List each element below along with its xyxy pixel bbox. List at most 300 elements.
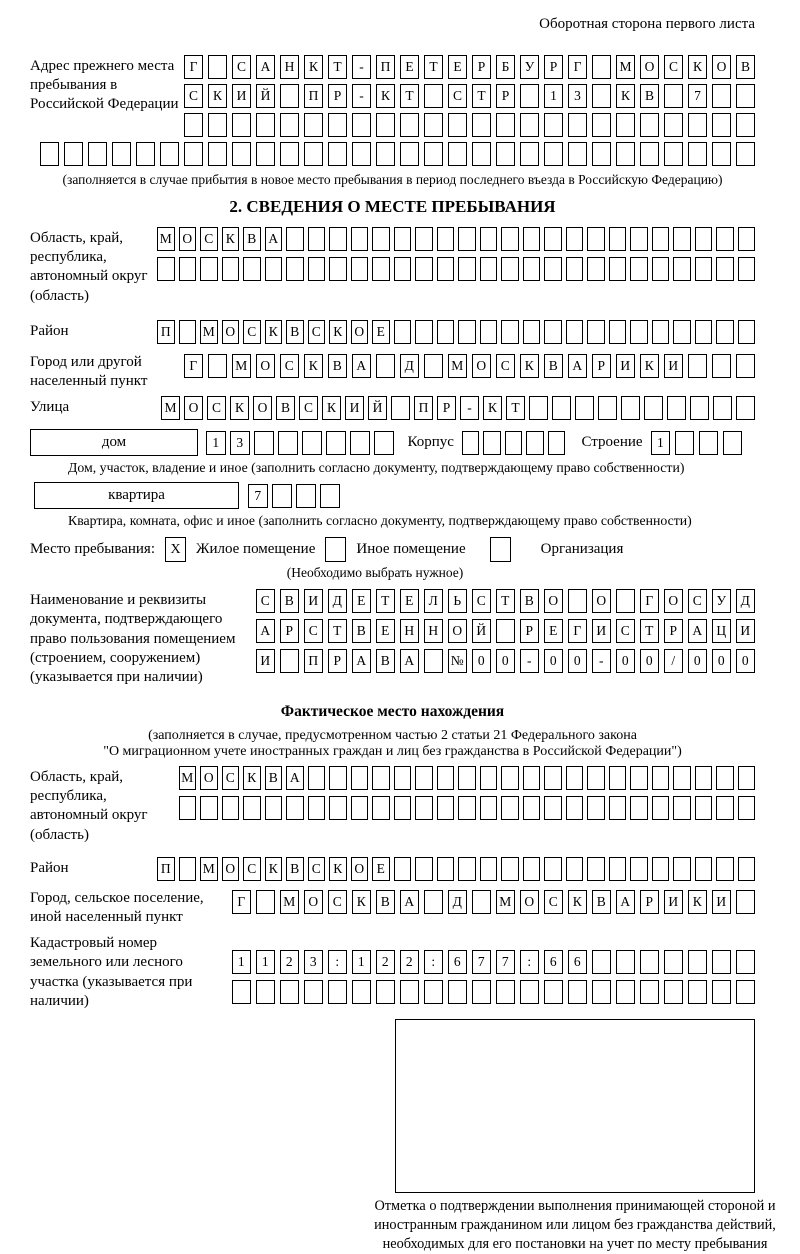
cadastre-row-2[interactable] xyxy=(232,980,756,1004)
char-cell[interactable] xyxy=(179,796,197,820)
char-cell[interactable] xyxy=(400,142,419,166)
apartment-type-box[interactable]: квартира xyxy=(34,482,239,509)
char-cell[interactable] xyxy=(308,796,326,820)
char-cell[interactable] xyxy=(621,396,640,420)
char-cell[interactable] xyxy=(302,431,322,455)
char-cell[interactable]: 1 xyxy=(256,950,276,974)
char-cell[interactable] xyxy=(280,649,300,673)
char-cell[interactable] xyxy=(566,257,584,281)
char-cell[interactable]: С xyxy=(544,890,564,914)
char-cell[interactable]: Ц xyxy=(712,619,732,643)
char-cell[interactable]: : xyxy=(328,950,348,974)
char-cell[interactable]: Н xyxy=(280,55,299,79)
char-cell[interactable]: С xyxy=(243,857,261,881)
char-cell[interactable]: А xyxy=(400,890,420,914)
char-cell[interactable]: 2 xyxy=(376,950,396,974)
char-cell[interactable] xyxy=(592,980,612,1004)
char-cell[interactable]: С xyxy=(200,227,218,251)
char-cell[interactable] xyxy=(664,84,683,108)
char-cell[interactable] xyxy=(415,766,433,790)
char-cell[interactable]: О xyxy=(222,320,240,344)
char-cell[interactable] xyxy=(673,320,691,344)
char-cell[interactable] xyxy=(544,796,562,820)
char-cell[interactable] xyxy=(496,980,516,1004)
char-cell[interactable] xyxy=(688,950,708,974)
char-cell[interactable]: П xyxy=(157,857,175,881)
char-cell[interactable] xyxy=(526,431,544,455)
char-cell[interactable] xyxy=(280,142,299,166)
char-cell[interactable]: С xyxy=(184,84,203,108)
char-cell[interactable] xyxy=(351,796,369,820)
char-cell[interactable] xyxy=(609,227,627,251)
char-cell[interactable]: Й xyxy=(256,84,275,108)
char-cell[interactable] xyxy=(254,431,274,455)
char-cell[interactable] xyxy=(640,950,660,974)
char-cell[interactable] xyxy=(400,113,419,137)
char-cell[interactable]: С xyxy=(472,589,492,613)
char-cell[interactable] xyxy=(280,113,299,137)
char-cell[interactable] xyxy=(308,257,326,281)
char-cell[interactable]: Б xyxy=(496,55,515,79)
char-cell[interactable]: Т xyxy=(328,55,347,79)
other-premises-checkbox[interactable] xyxy=(325,537,346,562)
char-cell[interactable]: М xyxy=(161,396,180,420)
char-cell[interactable] xyxy=(652,257,670,281)
char-cell[interactable]: А xyxy=(568,354,588,378)
char-cell[interactable]: В xyxy=(592,890,612,914)
apartment-number-cells[interactable] xyxy=(248,484,340,508)
char-cell[interactable] xyxy=(616,980,636,1004)
char-cell[interactable] xyxy=(673,796,691,820)
char-cell[interactable]: И xyxy=(345,396,364,420)
char-cell[interactable] xyxy=(630,257,648,281)
char-cell[interactable] xyxy=(329,766,347,790)
char-cell[interactable]: П xyxy=(304,84,323,108)
char-cell[interactable]: М xyxy=(496,890,516,914)
char-cell[interactable]: А xyxy=(400,649,420,673)
char-cell[interactable] xyxy=(280,84,299,108)
char-cell[interactable] xyxy=(391,396,410,420)
char-cell[interactable]: К xyxy=(640,354,660,378)
char-cell[interactable] xyxy=(566,796,584,820)
char-cell[interactable] xyxy=(265,257,283,281)
char-cell[interactable] xyxy=(286,227,304,251)
char-cell[interactable] xyxy=(712,950,732,974)
char-cell[interactable]: К xyxy=(376,84,395,108)
char-cell[interactable]: В xyxy=(243,227,261,251)
char-cell[interactable]: - xyxy=(352,55,371,79)
char-cell[interactable]: Р xyxy=(664,619,684,643)
char-cell[interactable]: В xyxy=(736,55,755,79)
char-cell[interactable] xyxy=(372,766,390,790)
char-cell[interactable] xyxy=(630,796,648,820)
char-cell[interactable] xyxy=(520,142,539,166)
char-cell[interactable]: С xyxy=(207,396,226,420)
char-cell[interactable]: Е xyxy=(544,619,564,643)
char-cell[interactable] xyxy=(374,431,394,455)
char-cell[interactable] xyxy=(598,396,617,420)
char-cell[interactable] xyxy=(548,431,566,455)
char-cell[interactable]: В xyxy=(280,589,300,613)
char-cell[interactable] xyxy=(652,320,670,344)
char-cell[interactable]: О xyxy=(448,619,468,643)
char-cell[interactable]: Й xyxy=(472,619,492,643)
char-cell[interactable] xyxy=(675,431,695,455)
char-cell[interactable] xyxy=(523,227,541,251)
char-cell[interactable]: 7 xyxy=(688,84,707,108)
prev-address-row-1[interactable] xyxy=(184,55,755,79)
char-cell[interactable]: О xyxy=(222,857,240,881)
char-cell[interactable]: С xyxy=(328,890,348,914)
char-cell[interactable] xyxy=(424,84,443,108)
char-cell[interactable] xyxy=(304,142,323,166)
actual-region-row-1[interactable] xyxy=(179,766,756,790)
char-cell[interactable]: К xyxy=(483,396,502,420)
prev-address-row-3[interactable] xyxy=(184,113,755,137)
char-cell[interactable]: К xyxy=(568,890,588,914)
char-cell[interactable] xyxy=(437,227,455,251)
char-cell[interactable] xyxy=(673,766,691,790)
char-cell[interactable] xyxy=(736,113,755,137)
char-cell[interactable]: В xyxy=(265,766,283,790)
char-cell[interactable]: И xyxy=(304,589,324,613)
region-row-2[interactable] xyxy=(157,257,755,281)
char-cell[interactable]: Е xyxy=(352,589,372,613)
char-cell[interactable]: 6 xyxy=(544,950,564,974)
char-cell[interactable]: К xyxy=(243,766,261,790)
char-cell[interactable]: № xyxy=(448,649,468,673)
char-cell[interactable]: 2 xyxy=(400,950,420,974)
char-cell[interactable] xyxy=(352,113,371,137)
char-cell[interactable] xyxy=(592,113,611,137)
char-cell[interactable]: В xyxy=(286,857,304,881)
char-cell[interactable]: С xyxy=(308,320,326,344)
char-cell[interactable]: М xyxy=(200,320,218,344)
char-cell[interactable]: О xyxy=(184,396,203,420)
char-cell[interactable] xyxy=(415,227,433,251)
char-cell[interactable] xyxy=(552,396,571,420)
char-cell[interactable]: Р xyxy=(520,619,540,643)
char-cell[interactable] xyxy=(587,320,605,344)
char-cell[interactable] xyxy=(286,257,304,281)
char-cell[interactable] xyxy=(688,142,707,166)
char-cell[interactable] xyxy=(712,113,731,137)
char-cell[interactable] xyxy=(265,796,283,820)
char-cell[interactable] xyxy=(424,890,444,914)
char-cell[interactable]: Д xyxy=(328,589,348,613)
char-cell[interactable]: К xyxy=(329,320,347,344)
char-cell[interactable] xyxy=(136,142,155,166)
char-cell[interactable] xyxy=(544,980,564,1004)
char-cell[interactable] xyxy=(458,320,476,344)
char-cell[interactable] xyxy=(592,142,611,166)
city-row[interactable] xyxy=(184,354,756,378)
char-cell[interactable] xyxy=(673,857,691,881)
char-cell[interactable]: С xyxy=(496,354,516,378)
char-cell[interactable]: В xyxy=(352,619,372,643)
char-cell[interactable] xyxy=(568,142,587,166)
char-cell[interactable] xyxy=(644,396,663,420)
char-cell[interactable]: Е xyxy=(448,55,467,79)
char-cell[interactable] xyxy=(278,431,298,455)
char-cell[interactable] xyxy=(738,796,756,820)
char-cell[interactable]: Р xyxy=(592,354,612,378)
char-cell[interactable] xyxy=(609,796,627,820)
char-cell[interactable]: 3 xyxy=(568,84,587,108)
char-cell[interactable] xyxy=(523,257,541,281)
char-cell[interactable]: О xyxy=(664,589,684,613)
char-cell[interactable] xyxy=(448,980,468,1004)
street-row[interactable] xyxy=(161,396,755,420)
char-cell[interactable] xyxy=(652,227,670,251)
char-cell[interactable] xyxy=(673,257,691,281)
char-cell[interactable] xyxy=(738,227,756,251)
char-cell[interactable] xyxy=(200,796,218,820)
char-cell[interactable] xyxy=(328,113,347,137)
char-cell[interactable] xyxy=(566,320,584,344)
char-cell[interactable] xyxy=(458,796,476,820)
char-cell[interactable]: Е xyxy=(372,857,390,881)
char-cell[interactable] xyxy=(448,113,467,137)
char-cell[interactable] xyxy=(415,857,433,881)
char-cell[interactable]: Е xyxy=(400,55,419,79)
char-cell[interactable]: 0 xyxy=(688,649,708,673)
char-cell[interactable]: - xyxy=(592,649,612,673)
char-cell[interactable]: 1 xyxy=(206,431,226,455)
char-cell[interactable] xyxy=(630,227,648,251)
char-cell[interactable]: Д xyxy=(736,589,756,613)
char-cell[interactable]: К xyxy=(265,320,283,344)
char-cell[interactable] xyxy=(501,766,519,790)
char-cell[interactable] xyxy=(630,857,648,881)
char-cell[interactable]: Й xyxy=(368,396,387,420)
char-cell[interactable] xyxy=(501,227,519,251)
char-cell[interactable] xyxy=(566,766,584,790)
char-cell[interactable]: С xyxy=(448,84,467,108)
char-cell[interactable]: В xyxy=(640,84,659,108)
char-cell[interactable] xyxy=(736,950,756,974)
char-cell[interactable] xyxy=(256,890,276,914)
char-cell[interactable] xyxy=(523,796,541,820)
char-cell[interactable] xyxy=(286,796,304,820)
char-cell[interactable]: : xyxy=(520,950,540,974)
char-cell[interactable]: А xyxy=(256,619,276,643)
char-cell[interactable] xyxy=(328,142,347,166)
char-cell[interactable] xyxy=(480,766,498,790)
char-cell[interactable] xyxy=(480,796,498,820)
char-cell[interactable]: Р xyxy=(544,55,563,79)
char-cell[interactable] xyxy=(496,619,516,643)
char-cell[interactable]: В xyxy=(520,589,540,613)
char-cell[interactable] xyxy=(480,257,498,281)
char-cell[interactable] xyxy=(394,257,412,281)
char-cell[interactable] xyxy=(232,142,251,166)
char-cell[interactable]: Т xyxy=(400,84,419,108)
char-cell[interactable]: К xyxy=(265,857,283,881)
char-cell[interactable]: 0 xyxy=(712,649,732,673)
char-cell[interactable]: О xyxy=(472,354,492,378)
char-cell[interactable] xyxy=(329,796,347,820)
char-cell[interactable]: И xyxy=(712,890,732,914)
char-cell[interactable] xyxy=(716,796,734,820)
char-cell[interactable] xyxy=(616,589,636,613)
char-cell[interactable]: П xyxy=(157,320,175,344)
char-cell[interactable]: П xyxy=(304,649,324,673)
char-cell[interactable] xyxy=(716,857,734,881)
char-cell[interactable]: К xyxy=(208,84,227,108)
char-cell[interactable]: Г xyxy=(640,589,660,613)
char-cell[interactable] xyxy=(544,227,562,251)
char-cell[interactable]: : xyxy=(424,950,444,974)
char-cell[interactable]: К xyxy=(688,55,707,79)
char-cell[interactable] xyxy=(587,766,605,790)
char-cell[interactable]: О xyxy=(592,589,612,613)
document-row-2[interactable] xyxy=(256,619,756,643)
char-cell[interactable] xyxy=(738,857,756,881)
char-cell[interactable]: У xyxy=(712,589,732,613)
char-cell[interactable]: С xyxy=(308,857,326,881)
char-cell[interactable] xyxy=(673,227,691,251)
char-cell[interactable]: В xyxy=(276,396,295,420)
char-cell[interactable] xyxy=(376,142,395,166)
char-cell[interactable] xyxy=(713,396,732,420)
char-cell[interactable] xyxy=(738,320,756,344)
char-cell[interactable] xyxy=(256,113,275,137)
char-cell[interactable] xyxy=(112,142,131,166)
char-cell[interactable] xyxy=(280,980,300,1004)
actual-region-row-2[interactable] xyxy=(179,796,756,820)
char-cell[interactable] xyxy=(529,396,548,420)
char-cell[interactable] xyxy=(415,257,433,281)
char-cell[interactable] xyxy=(712,354,732,378)
char-cell[interactable] xyxy=(200,257,218,281)
region-row-1[interactable] xyxy=(157,227,755,251)
char-cell[interactable]: Т xyxy=(506,396,525,420)
char-cell[interactable] xyxy=(480,320,498,344)
char-cell[interactable] xyxy=(738,257,756,281)
char-cell[interactable] xyxy=(472,142,491,166)
char-cell[interactable]: Р xyxy=(328,84,347,108)
char-cell[interactable] xyxy=(179,320,197,344)
char-cell[interactable]: В xyxy=(286,320,304,344)
char-cell[interactable] xyxy=(690,396,709,420)
char-cell[interactable] xyxy=(496,113,515,137)
char-cell[interactable]: Т xyxy=(424,55,443,79)
char-cell[interactable] xyxy=(544,142,563,166)
char-cell[interactable]: 1 xyxy=(232,950,252,974)
char-cell[interactable] xyxy=(505,431,523,455)
char-cell[interactable] xyxy=(695,227,713,251)
char-cell[interactable]: 1 xyxy=(544,84,563,108)
char-cell[interactable]: 0 xyxy=(496,649,516,673)
char-cell[interactable] xyxy=(630,766,648,790)
char-cell[interactable] xyxy=(695,857,713,881)
char-cell[interactable]: С xyxy=(299,396,318,420)
char-cell[interactable]: К xyxy=(616,84,635,108)
char-cell[interactable] xyxy=(320,484,340,508)
char-cell[interactable]: С xyxy=(280,354,300,378)
char-cell[interactable] xyxy=(699,431,719,455)
char-cell[interactable] xyxy=(372,257,390,281)
char-cell[interactable]: С xyxy=(688,589,708,613)
char-cell[interactable] xyxy=(640,980,660,1004)
char-cell[interactable] xyxy=(695,796,713,820)
char-cell[interactable]: Р xyxy=(496,84,515,108)
char-cell[interactable] xyxy=(437,796,455,820)
char-cell[interactable] xyxy=(437,257,455,281)
char-cell[interactable] xyxy=(296,484,316,508)
char-cell[interactable]: Т xyxy=(472,84,491,108)
char-cell[interactable] xyxy=(458,857,476,881)
char-cell[interactable] xyxy=(415,320,433,344)
char-cell[interactable]: Н xyxy=(424,619,444,643)
char-cell[interactable] xyxy=(462,431,480,455)
char-cell[interactable]: 7 xyxy=(472,950,492,974)
stroenie-cells[interactable] xyxy=(651,431,743,455)
char-cell[interactable] xyxy=(688,113,707,137)
char-cell[interactable]: 0 xyxy=(736,649,756,673)
char-cell[interactable] xyxy=(352,980,372,1004)
char-cell[interactable]: М xyxy=(232,354,252,378)
char-cell[interactable] xyxy=(372,796,390,820)
char-cell[interactable]: Ь xyxy=(448,589,468,613)
char-cell[interactable]: М xyxy=(157,227,175,251)
char-cell[interactable] xyxy=(243,257,261,281)
char-cell[interactable] xyxy=(376,980,396,1004)
char-cell[interactable] xyxy=(736,84,755,108)
char-cell[interactable]: Г xyxy=(184,354,204,378)
char-cell[interactable]: 3 xyxy=(304,950,324,974)
char-cell[interactable] xyxy=(736,980,756,1004)
char-cell[interactable]: С xyxy=(243,320,261,344)
actual-district-row[interactable] xyxy=(157,857,755,881)
char-cell[interactable] xyxy=(458,766,476,790)
char-cell[interactable] xyxy=(501,857,519,881)
char-cell[interactable]: А xyxy=(286,766,304,790)
char-cell[interactable]: 7 xyxy=(496,950,516,974)
char-cell[interactable]: 6 xyxy=(568,950,588,974)
char-cell[interactable] xyxy=(712,84,731,108)
char-cell[interactable]: К xyxy=(304,354,324,378)
char-cell[interactable]: К xyxy=(520,354,540,378)
char-cell[interactable]: Е xyxy=(400,589,420,613)
char-cell[interactable] xyxy=(394,796,412,820)
char-cell[interactable]: А xyxy=(352,354,372,378)
char-cell[interactable] xyxy=(480,857,498,881)
char-cell[interactable]: К xyxy=(230,396,249,420)
char-cell[interactable]: Р xyxy=(640,890,660,914)
char-cell[interactable]: С xyxy=(222,766,240,790)
char-cell[interactable]: А xyxy=(265,227,283,251)
char-cell[interactable]: - xyxy=(520,649,540,673)
char-cell[interactable] xyxy=(592,950,612,974)
char-cell[interactable] xyxy=(716,766,734,790)
char-cell[interactable] xyxy=(424,980,444,1004)
char-cell[interactable] xyxy=(376,113,395,137)
char-cell[interactable] xyxy=(394,320,412,344)
char-cell[interactable]: Е xyxy=(376,619,396,643)
char-cell[interactable]: И xyxy=(736,619,756,643)
char-cell[interactable] xyxy=(688,980,708,1004)
char-cell[interactable]: С xyxy=(232,55,251,79)
char-cell[interactable] xyxy=(400,980,420,1004)
char-cell[interactable]: 0 xyxy=(616,649,636,673)
prev-address-row-2[interactable] xyxy=(184,84,755,108)
char-cell[interactable]: 1 xyxy=(352,950,372,974)
char-cell[interactable] xyxy=(616,950,636,974)
char-cell[interactable]: / xyxy=(664,649,684,673)
char-cell[interactable] xyxy=(415,796,433,820)
